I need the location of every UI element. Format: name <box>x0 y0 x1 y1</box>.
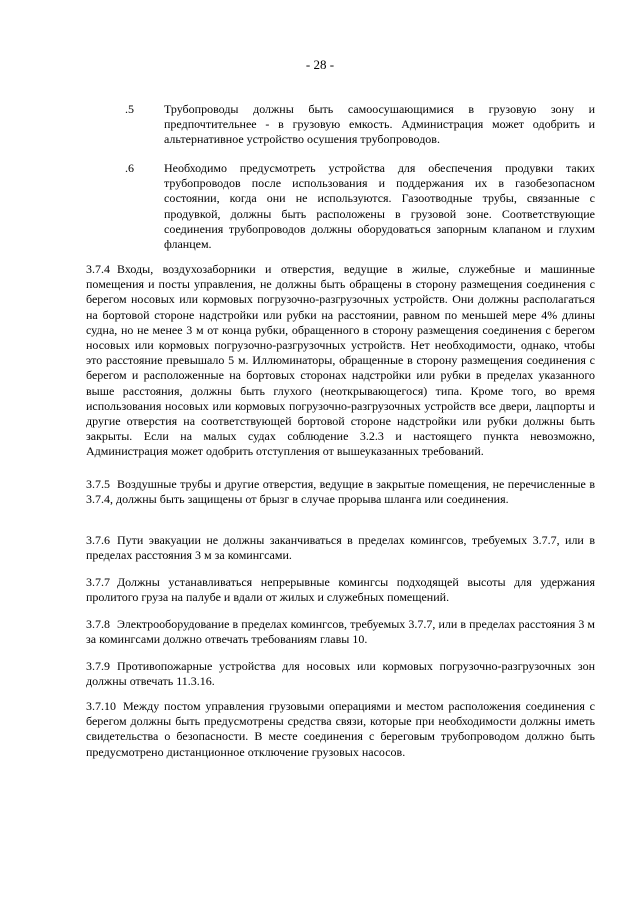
subitem-5 <box>125 102 595 148</box>
paragraph-number: 3.7.7 <box>86 575 110 589</box>
paragraph-3-7-10 <box>86 699 595 760</box>
paragraph-text: Должны устанавливаться непрерывные комингсы подходящей высоты для удержания пролитого груза на палубе и вдали от жилых и служебных помещений. <box>86 575 595 605</box>
paragraph-text: Электрооборудование в пределах комингсов, требуемых 3.7.7, или в пределах расстояния 3 м за комингсами должно отвечать требованиям главы 10. <box>86 617 595 647</box>
page-number: - 28 - <box>305 57 335 72</box>
subitem-text: Необходимо предусмотреть устройства для обеспечения продувки таких трубопроводов после использования и поддержания их в газобезопасном состоянии, когда они не используются. Газоотводные трубы, связанные с продувкой, должны быть расположены в грузовой зоне. Соответствующие соединения трубопроводов должны оборудоваться запорным клапаном и глухим фланцем. <box>164 161 595 252</box>
subitem-6 <box>125 161 595 252</box>
paragraph-3-7-4 <box>86 262 595 460</box>
paragraph-3-7-6 <box>86 533 595 563</box>
paragraph-number: 3.7.10 <box>86 699 116 713</box>
paragraph-3-7-9 <box>86 659 595 689</box>
paragraph-text: Пути эвакуации не должны заканчиваться в пределах комингсов, требуемых 3.7.7, или в пределах расстояния 3 м за комингсами. <box>86 533 595 563</box>
subitem-number: .6 <box>125 161 134 175</box>
paragraph-number: 3.7.6 <box>86 533 110 547</box>
paragraph-text: Входы, воздухозаборники и отверстия, ведущие в жилые, служебные и машинные помещения и посты управления, не должны быть обращены в сторону размещения соединения с берегом носовых или кормовых погрузочно-разгрузочных устройств. Они должны располагаться на бортовой стороне надстройки или рубки на расстоянии, равном по меньшей мере 4% длины судна, но не менее 3 м от конца рубки, обращенного в сторону размещения соединения с берегом носовых или кормовых погрузочно-разгрузочных устройств. Нет необходимости, однако, чтобы это расстояние превышало 5 м. Иллюминаторы, обращенные в сторону размещения соединения с берегом и расположенные на бортовых сторонах надстройки или рубки в пределах указанного выше расстояния, должны быть глухого (неоткрывающегося) типа. Кроме того, во время использования носовых или кормовых погрузочно-разгрузочных устройств все двери, лацпорты и другие отверстия на соответствующей бортовой стороне надстройки или рубки должны быть закрыты. Если на малых судах соблюдение 3.2.3 и настоящего пункта невозможно, Администрация может одобрить отступления от вышеуказанных требований. <box>86 262 595 459</box>
paragraph-3-7-7 <box>86 575 595 605</box>
paragraph-text: Между постом управления грузовыми операциями и местом расположения соединения с берегом должны быть предусмотрены средства связи, которые при необходимости должны иметь свидетельства о безопасности. В месте соединения с береговым трубопроводом должно быть предусмотрено дистанционное отключение грузовых насосов. <box>86 699 595 759</box>
paragraph-text: Воздушные трубы и другие отверстия, ведущие в закрытые помещения, не перечисленные в 3.7.4, должны быть защищены от брызг в случае прорыва шланга или соединения. <box>86 477 595 507</box>
paragraph-3-7-8 <box>86 617 595 647</box>
subitem-text: Трубопроводы должны быть самоосушающимися в грузовую зону и предпочтительнее - в грузовую емкость. Администрация может одобрить и альтернативное устройство осушения трубопроводов. <box>164 102 595 147</box>
paragraph-text: Противопожарные устройства для носовых или кормовых погрузочно-разгрузочных зон должны отвечать 11.3.16. <box>86 659 595 689</box>
paragraph-number: 3.7.8 <box>86 617 110 631</box>
paragraph-number: 3.7.9 <box>86 659 110 673</box>
paragraph-number: 3.7.5 <box>86 477 110 491</box>
paragraph-3-7-5 <box>86 477 595 507</box>
subitem-number: .5 <box>125 102 134 116</box>
paragraph-number: 3.7.4 <box>86 262 110 276</box>
